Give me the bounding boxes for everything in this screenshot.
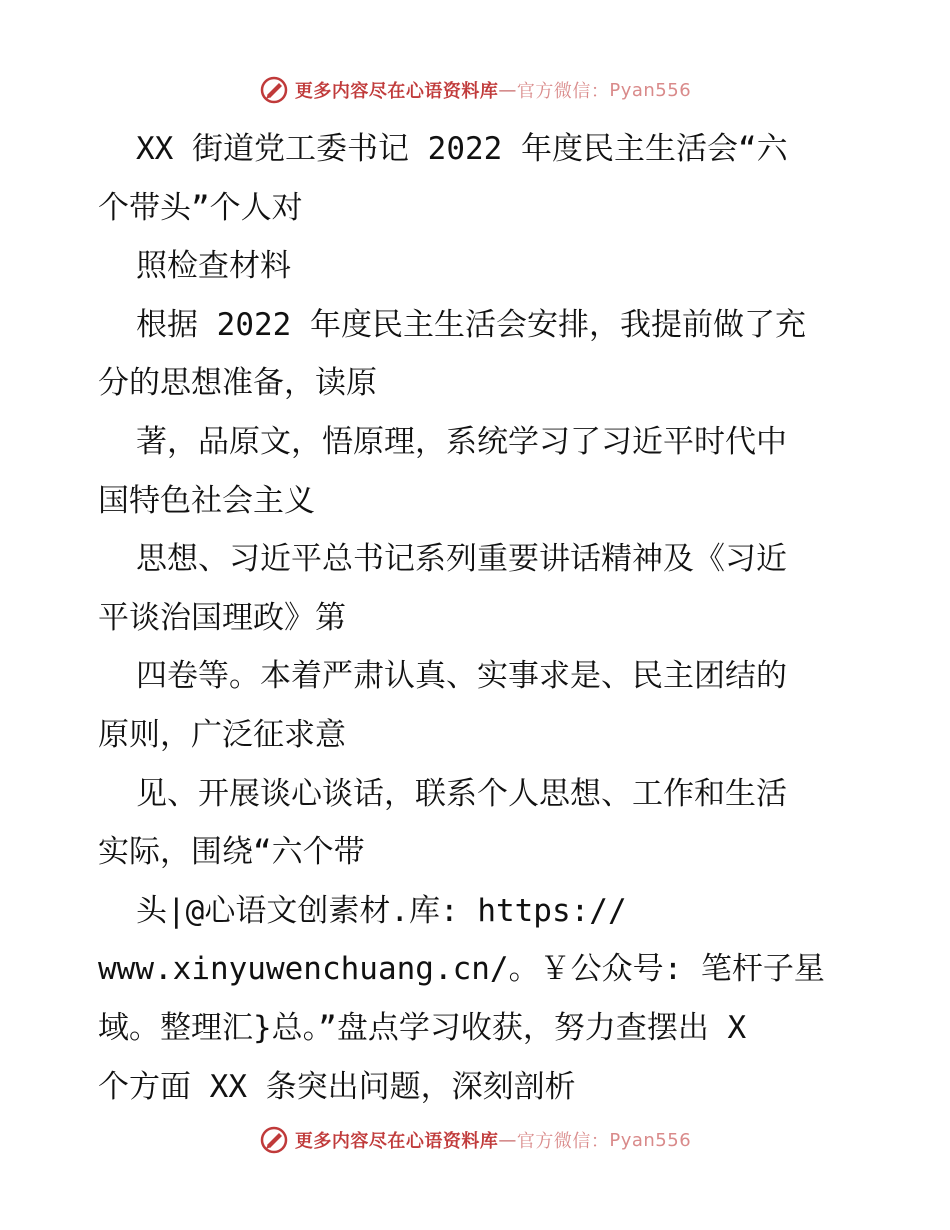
- banner-text-wechat: 官方微信：: [516, 81, 610, 102]
- header-watermark-banner: [0, 72, 950, 108]
- brand-logo-icon: [259, 75, 289, 105]
- banner-wechat-id: Pyan556: [609, 79, 692, 101]
- footer-watermark-banner: [0, 1122, 950, 1158]
- banner-text-wechat: 官方微信：: [516, 1131, 610, 1152]
- text-line: 平谈治国理政》第: [98, 599, 346, 636]
- text-line: 域。整理汇}总。”盘点学习收获，努力查摆出 X: [98, 1009, 747, 1046]
- banner-dash: —: [498, 1129, 517, 1151]
- text-line: XX 街道党工委书记 2022 年度民主生活会“六: [136, 131, 788, 167]
- text-line: www.xinyuwenchuang.cn/。￥公众号: 笔杆子星: [98, 951, 825, 988]
- document-body: [98, 120, 868, 1116]
- text-line: 头|@心语文创素材.库: https://: [136, 892, 627, 929]
- text-line: 国特色社会主义: [98, 482, 315, 519]
- text-line: 见、开展谈心谈话，联系个人思想、工作和生活: [136, 775, 787, 812]
- text-line: 原则，广泛征求意: [98, 716, 346, 753]
- text-line: 个方面 XX 条突出问题，深刻剖析: [98, 1068, 576, 1105]
- brand-logo-icon: [259, 1125, 289, 1155]
- text-line: 照检查材料: [136, 248, 291, 285]
- banner-dash: —: [498, 79, 517, 101]
- text-line: 著，品原文，悟原理，系统学习了习近平时代中: [136, 423, 787, 460]
- text-line: 实际，围绕“六个带: [98, 834, 365, 871]
- banner-text-main: 更多内容尽在心语资料库: [294, 81, 499, 102]
- banner-text-main: 更多内容尽在心语资料库: [294, 1131, 499, 1152]
- banner-wechat-id: Pyan556: [609, 1129, 692, 1151]
- text-line: 分的思想准备，读原: [98, 365, 377, 402]
- text-line: 思想、习近平总书记系列重要讲话精神及《习近: [136, 541, 787, 578]
- text-line: 个带头”个人对: [98, 189, 303, 226]
- text-line: 根据 2022 年度民主生活会安排，我提前做了充: [136, 306, 806, 343]
- text-line: 四卷等。本着严肃认真、实事求是、民主团结的: [136, 658, 787, 695]
